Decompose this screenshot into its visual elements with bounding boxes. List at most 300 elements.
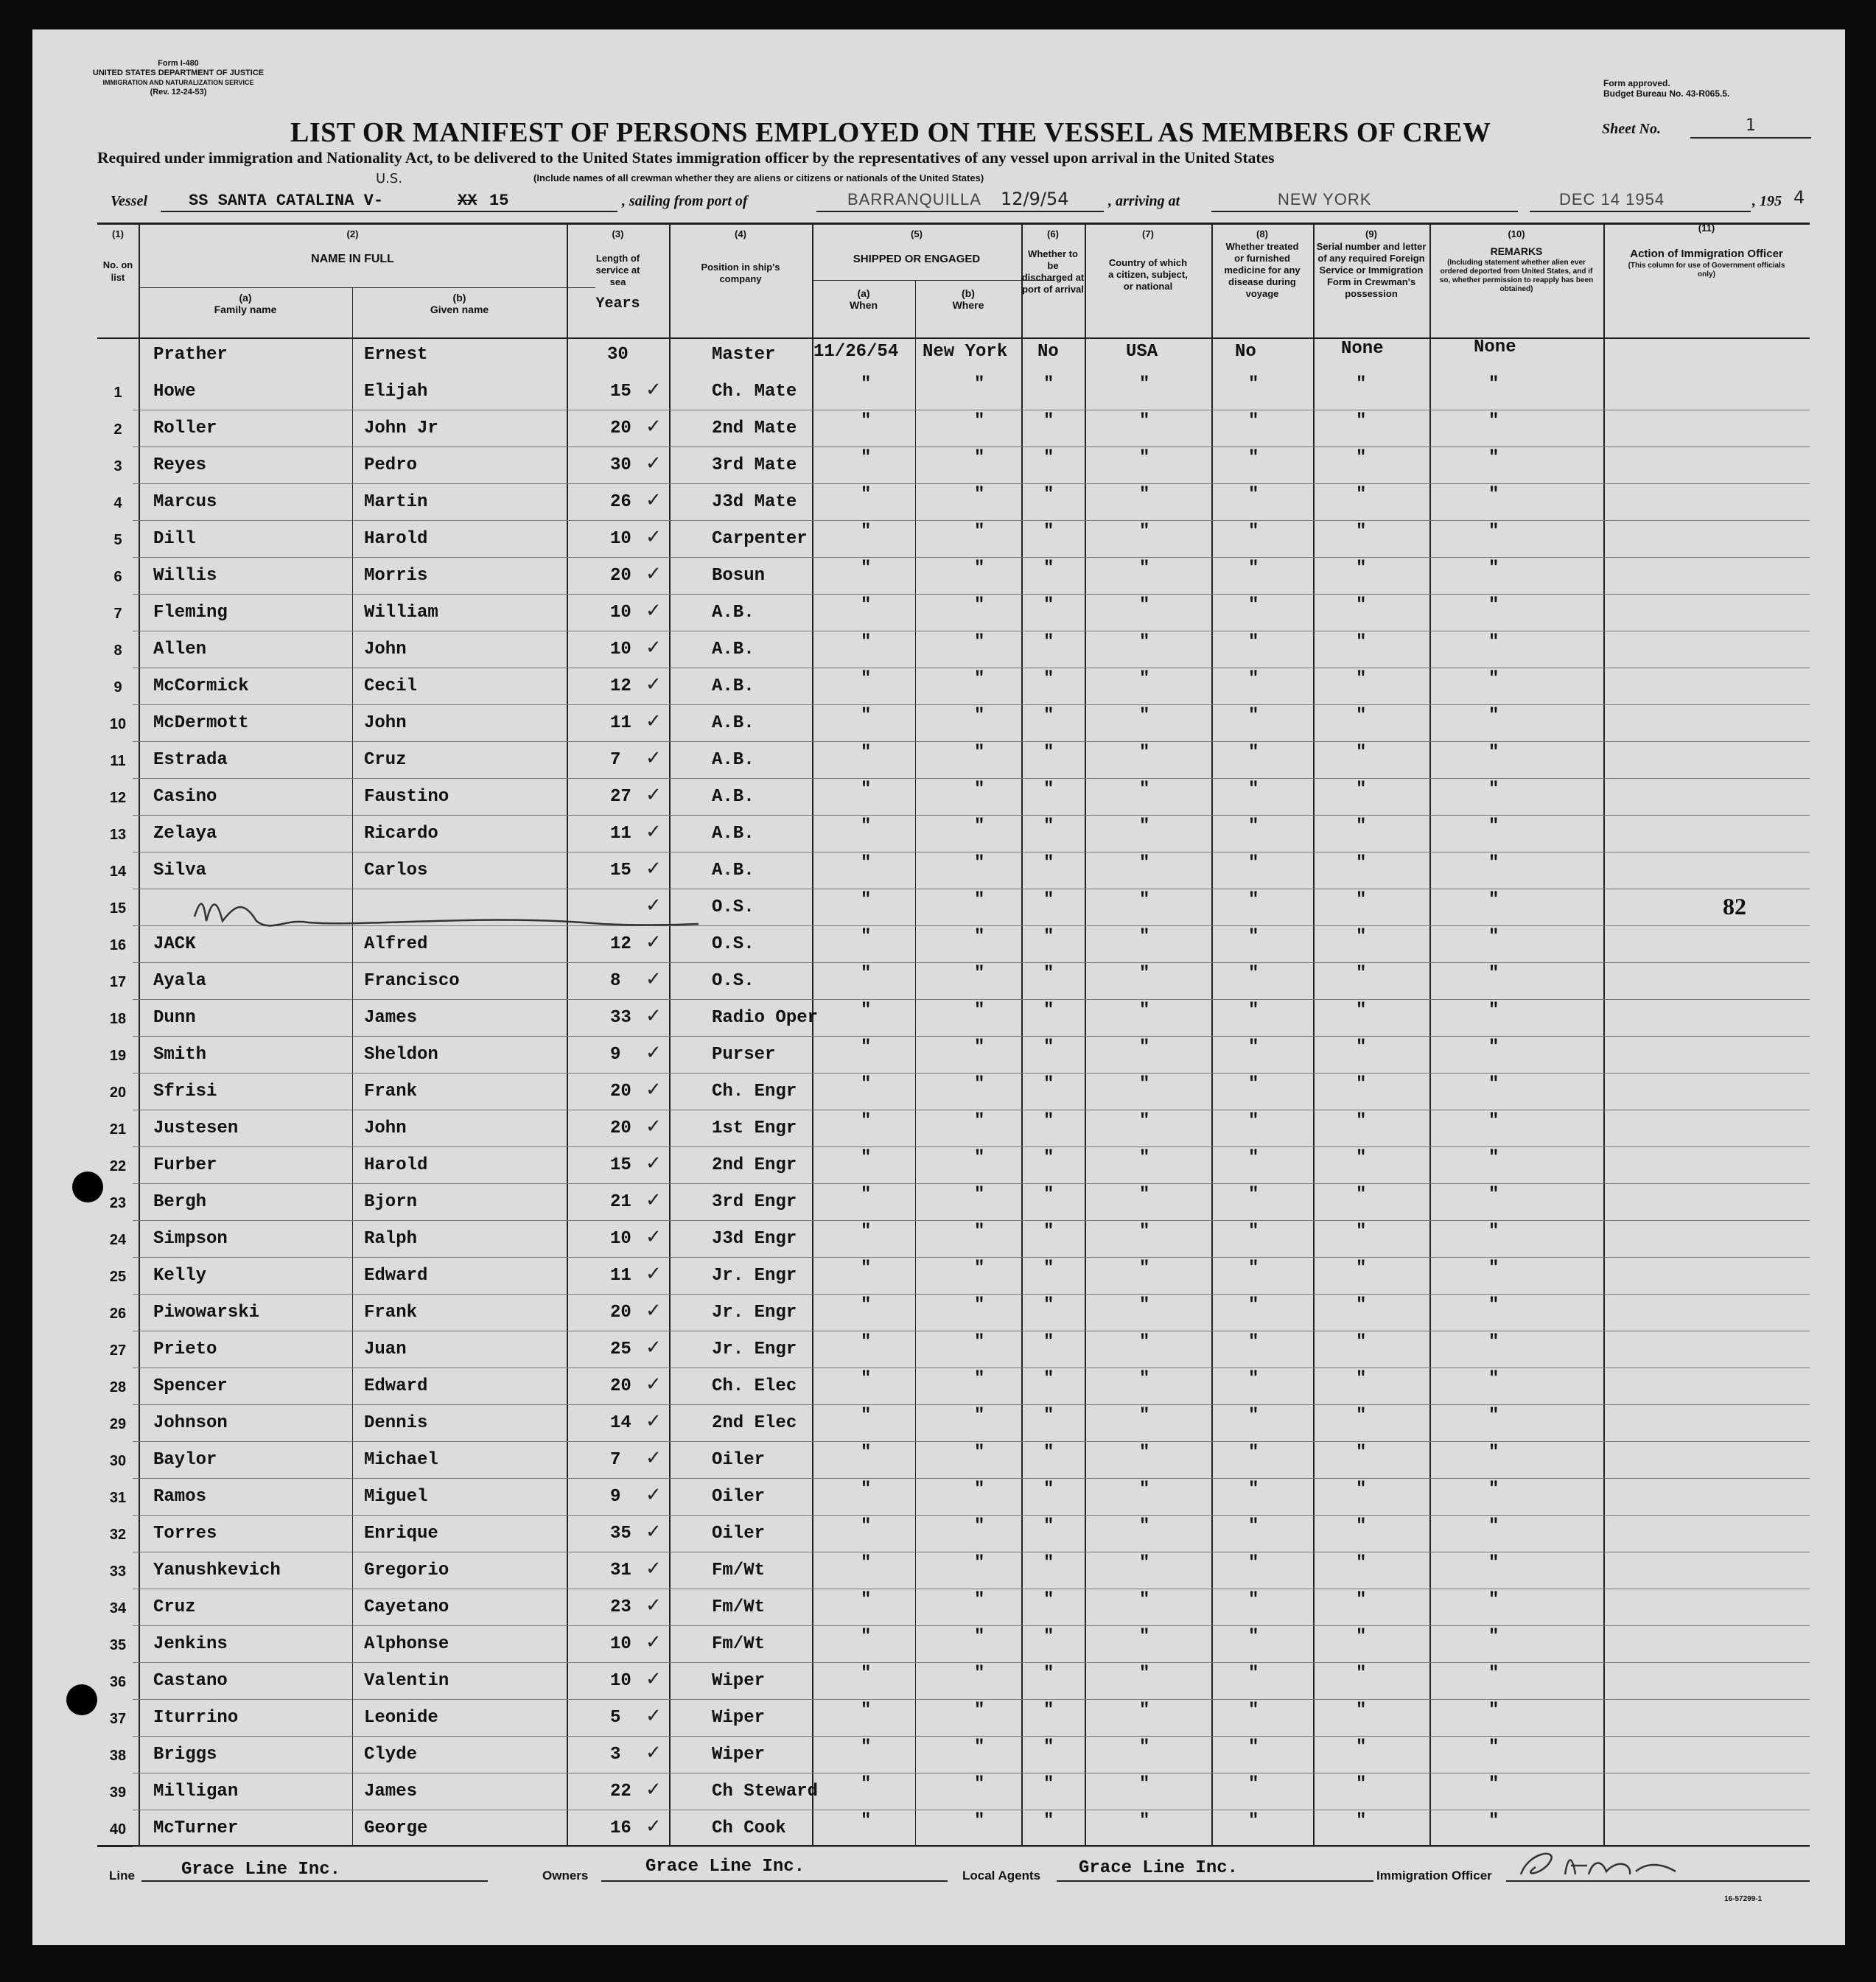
- position: A.B.: [712, 861, 755, 880]
- ditto-shipped-when: ": [861, 1553, 872, 1573]
- service-years: 20: [610, 419, 631, 438]
- ditto-serial: ": [1356, 1664, 1367, 1684]
- given-name: Ricardo: [364, 824, 438, 844]
- check-mark-icon: ✓: [645, 1005, 662, 1027]
- family-name: Piwowarski: [153, 1303, 260, 1323]
- check-mark-icon: ✓: [645, 1779, 662, 1801]
- ditto-shipped-when: ": [861, 816, 872, 836]
- row-number: 17: [109, 974, 127, 990]
- ditto-country: ": [1139, 1185, 1150, 1205]
- given-name: Morris: [364, 566, 428, 586]
- row-divider: [133, 962, 1810, 963]
- row-number: 30: [109, 1453, 127, 1469]
- ditto-remarks: ": [1488, 558, 1499, 578]
- service-years: 10: [610, 1671, 631, 1691]
- ditto-shipped-when: ": [861, 964, 872, 984]
- ditto-remarks: ": [1488, 890, 1499, 910]
- col-border-9: [1429, 223, 1431, 1845]
- service-years: 33: [610, 1008, 631, 1028]
- given-name: Elijah: [364, 382, 428, 402]
- col-title: Length of service at sea: [595, 253, 640, 287]
- ditto-shipped-when: ": [861, 1111, 872, 1131]
- years-unit: Years: [595, 295, 640, 312]
- row-number: 1: [113, 385, 122, 401]
- col-title: Where: [952, 299, 984, 311]
- position: J3d Mate: [712, 492, 797, 512]
- service-years: 25: [610, 1340, 631, 1359]
- row-divider: [133, 557, 1810, 558]
- position: A.B.: [712, 750, 755, 770]
- family-name: Briggs: [153, 1745, 217, 1765]
- ditto-shipped-where: ": [974, 1774, 985, 1794]
- ditto-remarks: ": [1488, 1443, 1499, 1463]
- check-mark-icon: ✓: [645, 1189, 662, 1211]
- col-header-position: [669, 228, 812, 285]
- given-name: Frank: [364, 1082, 418, 1102]
- family-name: Marcus: [153, 492, 217, 512]
- ditto-discharged: ": [1043, 1037, 1054, 1057]
- family-name: JACK: [153, 934, 196, 954]
- ditto-country: ": [1139, 1590, 1150, 1610]
- service-years: 11: [610, 713, 631, 733]
- ditto-country: ": [1139, 1258, 1150, 1278]
- family-name: Dunn: [153, 1008, 196, 1028]
- ditto-serial: ": [1356, 1443, 1367, 1463]
- given-name: Ernest: [364, 345, 428, 365]
- punch-hole: [66, 1684, 97, 1715]
- row-number: 18: [109, 1011, 127, 1027]
- check-mark-icon: ✓: [645, 1705, 662, 1727]
- ditto-remarks: ": [1488, 411, 1499, 431]
- check-mark-icon: ✓: [645, 1226, 662, 1248]
- position: Purser: [712, 1045, 776, 1065]
- col-header-serial: [1313, 228, 1429, 300]
- check-mark-icon: ✓: [645, 416, 662, 438]
- col-title: No. on list: [102, 259, 133, 283]
- check-mark-icon: ✓: [645, 821, 662, 843]
- ditto-shipped-when: ": [861, 1406, 872, 1426]
- service-years: 12: [610, 934, 631, 954]
- row-divider: [133, 1662, 1810, 1663]
- col-num: (1): [112, 228, 124, 239]
- year-digit: 4: [1793, 187, 1805, 208]
- arriving-field: [1211, 187, 1518, 212]
- ditto-treated: ": [1248, 1148, 1259, 1168]
- ditto-discharged: ": [1043, 1332, 1054, 1352]
- ditto-discharged: ": [1043, 1222, 1054, 1242]
- position: O.S.: [712, 971, 755, 991]
- col-border-1: [139, 223, 140, 1845]
- agents-label: Local Agents: [962, 1869, 1041, 1883]
- row-number: 3: [113, 458, 122, 475]
- ditto-shipped-where: ": [974, 890, 985, 910]
- given-name: John: [364, 1118, 407, 1138]
- row-divider: [133, 1294, 1810, 1295]
- row-number: 38: [109, 1748, 127, 1764]
- ditto-remarks: ": [1488, 1185, 1499, 1205]
- ditto-shipped-when: ": [861, 632, 872, 652]
- sailing-date: 12/9/54: [1001, 189, 1069, 209]
- ditto-discharged: ": [1043, 1406, 1054, 1426]
- ditto-shipped-where: ": [974, 1148, 985, 1168]
- ditto-country: ": [1139, 411, 1150, 431]
- given-name: Cayetano: [364, 1597, 449, 1617]
- name-subheader-line: [139, 287, 595, 288]
- check-mark-icon: ✓: [645, 710, 662, 732]
- arrival-port: NEW YORK: [1278, 190, 1372, 209]
- row-divider: [133, 1515, 1810, 1516]
- service-years: 20: [610, 1376, 631, 1396]
- ditto-serial: ": [1356, 1295, 1367, 1315]
- family-name: Torres: [153, 1524, 217, 1544]
- check-mark-icon: ✓: [645, 379, 662, 401]
- ditto-treated: ": [1248, 485, 1259, 505]
- row-number: 39: [109, 1785, 127, 1801]
- ditto-discharged: ": [1043, 1001, 1054, 1020]
- given-name: Leonide: [364, 1708, 438, 1728]
- given-name: Ralph: [364, 1229, 418, 1249]
- ditto-shipped-where: ": [974, 448, 985, 468]
- ditto-serial: ": [1356, 1148, 1367, 1168]
- check-mark-icon: ✓: [645, 1373, 662, 1396]
- ditto-shipped-where: ": [974, 485, 985, 505]
- family-name: Prieto: [153, 1340, 217, 1359]
- agency-service: IMMIGRATION AND NATURALIZATION SERVICE: [102, 79, 254, 86]
- given-name: Clyde: [364, 1745, 418, 1765]
- ditto-country: ": [1139, 706, 1150, 726]
- ditto-country: ": [1139, 1295, 1150, 1315]
- service-years: 27: [610, 787, 631, 807]
- row-number: 11: [110, 753, 126, 769]
- ditto-shipped-where: ": [974, 1737, 985, 1757]
- officer-label: Immigration Officer: [1376, 1869, 1492, 1883]
- family-name: Allen: [153, 640, 207, 659]
- approval-line-1: Form approved.: [1603, 78, 1670, 88]
- ditto-treated: ": [1248, 743, 1259, 763]
- service-years: 11: [610, 1266, 631, 1286]
- ditto-shipped-where: ": [974, 1074, 985, 1094]
- row-divider: [133, 1036, 1810, 1037]
- given-name: Cruz: [364, 750, 407, 770]
- col-border-10: [1603, 223, 1605, 1845]
- service-years: 16: [610, 1818, 631, 1838]
- service-years: 9: [610, 1487, 621, 1507]
- row-number: 31: [109, 1490, 127, 1506]
- ditto-country: ": [1139, 1701, 1150, 1720]
- service-years: 35: [610, 1524, 631, 1544]
- ditto-discharged: ": [1043, 1074, 1054, 1094]
- ditto-serial: ": [1356, 1037, 1367, 1057]
- ditto-shipped-where: ": [974, 1332, 985, 1352]
- ditto-treated: ": [1248, 1737, 1259, 1757]
- ditto-remarks: ": [1488, 964, 1499, 984]
- approval-line-2: Budget Bureau No. 43-R065.5.: [1603, 88, 1730, 99]
- given-name: William: [364, 603, 438, 623]
- ditto-discharged: ": [1043, 1701, 1054, 1720]
- ditto-discharged: ": [1043, 374, 1054, 394]
- ditto-treated: ": [1248, 1222, 1259, 1242]
- check-mark-icon: ✓: [645, 858, 662, 880]
- position: Fm/Wt: [712, 1634, 766, 1654]
- col-title: When: [849, 299, 878, 311]
- ditto-serial: ": [1356, 522, 1367, 542]
- ditto-remarks: ": [1488, 1074, 1499, 1094]
- ditto-serial: ": [1356, 1627, 1367, 1647]
- ditto-serial: ": [1356, 1553, 1367, 1573]
- ditto-shipped-when: ": [861, 448, 872, 468]
- arrival-date: DEC 14 1954: [1559, 190, 1665, 209]
- col-header-action: [1603, 223, 1810, 279]
- ditto-country: ": [1139, 964, 1150, 984]
- position: 2nd Mate: [712, 419, 797, 438]
- ditto-shipped-when: ": [861, 1295, 872, 1315]
- family-name: Howe: [153, 382, 196, 402]
- family-name: Kelly: [153, 1266, 207, 1286]
- ditto-treated: ": [1248, 1774, 1259, 1794]
- family-name: Simpson: [153, 1229, 228, 1249]
- col-header-family: [139, 292, 352, 315]
- family-name: Ayala: [153, 971, 207, 991]
- ditto-treated: ": [1248, 1111, 1259, 1131]
- row-divider: [133, 1478, 1810, 1479]
- ditto-treated: ": [1248, 1074, 1259, 1094]
- family-name: Willis: [153, 566, 217, 586]
- sailing-label: , sailing from port of: [622, 193, 748, 209]
- service-years: 7: [610, 750, 621, 770]
- ditto-discharged: ": [1043, 448, 1054, 468]
- given-name: Dennis: [364, 1413, 428, 1433]
- ditto-shipped-where: ": [974, 1222, 985, 1242]
- ditto-serial: ": [1356, 780, 1367, 799]
- service-years: 15: [610, 861, 631, 880]
- col-header-no: [97, 228, 139, 284]
- col-num: (9): [1365, 228, 1377, 239]
- ditto-shipped-where: ": [974, 1111, 985, 1131]
- ditto-shipped-where: ": [974, 816, 985, 836]
- ditto-remarks: ": [1488, 1406, 1499, 1426]
- row-number: 29: [109, 1416, 127, 1432]
- ditto-treated: ": [1248, 1369, 1259, 1389]
- row-number: 4: [113, 495, 122, 511]
- ditto-serial: ": [1356, 927, 1367, 947]
- ditto-serial: ": [1356, 1185, 1367, 1205]
- ditto-shipped-when: ": [861, 1222, 872, 1242]
- ditto-serial: ": [1356, 1811, 1367, 1831]
- ditto-remarks: ": [1488, 1001, 1499, 1020]
- form-number: Form I-480: [158, 59, 199, 68]
- given-name: Miguel: [364, 1487, 428, 1507]
- ditto-discharged: ": [1043, 1185, 1054, 1205]
- ditto-remarks: ": [1488, 816, 1499, 836]
- ditto-discharged: ": [1043, 558, 1054, 578]
- ditto-shipped-when: ": [861, 1774, 872, 1794]
- row-divider: [133, 1183, 1810, 1184]
- family-name: Yanushkevich: [153, 1561, 281, 1580]
- family-name: McDermott: [153, 713, 249, 733]
- ditto-country: ": [1139, 1222, 1150, 1242]
- ditto-serial: ": [1356, 1369, 1367, 1389]
- remarks: None: [1474, 337, 1516, 357]
- officer-signature: [1506, 1845, 1698, 1886]
- position: O.S.: [712, 934, 755, 954]
- ditto-treated: ": [1248, 706, 1259, 726]
- service-years: 9: [610, 1045, 621, 1065]
- given-name: Bjorn: [364, 1192, 418, 1212]
- service-years: 21: [610, 1192, 631, 1212]
- service-years: 10: [610, 603, 631, 623]
- ditto-serial: ": [1356, 1258, 1367, 1278]
- row-number: 8: [113, 642, 122, 659]
- service-years: 10: [610, 640, 631, 659]
- row-number: 27: [109, 1342, 127, 1359]
- ditto-treated: ": [1248, 1553, 1259, 1573]
- check-mark-icon: ✓: [645, 1152, 662, 1174]
- service-years: 3: [610, 1745, 621, 1765]
- col-border-5a: [915, 280, 916, 1845]
- ditto-treated: ": [1248, 1001, 1259, 1020]
- ditto-remarks: ": [1488, 706, 1499, 726]
- ditto-treated: ": [1248, 558, 1259, 578]
- check-mark-icon: ✓: [645, 1594, 662, 1617]
- col-header-discharged: [1021, 228, 1085, 295]
- ditto-remarks: ": [1488, 1111, 1499, 1131]
- row-number: 21: [109, 1121, 127, 1138]
- ditto-remarks: ": [1488, 632, 1499, 652]
- ditto-remarks: ": [1488, 485, 1499, 505]
- ditto-country: ": [1139, 485, 1150, 505]
- family-name: Justesen: [153, 1118, 239, 1138]
- signature-stroke: [1521, 1854, 1676, 1874]
- ditto-serial: ": [1356, 669, 1367, 689]
- ditto-country: ": [1139, 632, 1150, 652]
- row-number: 26: [109, 1306, 127, 1322]
- ditto-remarks: ": [1488, 1222, 1499, 1242]
- given-name: Frank: [364, 1303, 418, 1323]
- family-name: Reyes: [153, 455, 207, 475]
- row-divider: [133, 1073, 1810, 1074]
- ditto-remarks: ": [1488, 1295, 1499, 1315]
- ditto-treated: ": [1248, 595, 1259, 615]
- family-name: Milligan: [153, 1782, 239, 1801]
- ditto-serial: ": [1356, 706, 1367, 726]
- sailing-port: BARRANQUILLA: [847, 190, 981, 209]
- ditto-country: ": [1139, 1443, 1150, 1463]
- check-mark-icon: ✓: [645, 1558, 662, 1580]
- position: 2nd Elec: [712, 1413, 797, 1433]
- col-num: (a): [239, 292, 252, 304]
- owners-field: [601, 1857, 948, 1882]
- ditto-shipped-when: ": [861, 853, 872, 873]
- ditto-shipped-where: ": [974, 1443, 985, 1463]
- ditto-serial: ": [1356, 411, 1367, 431]
- form-approval: [1603, 78, 1729, 99]
- ditto-treated: ": [1248, 1664, 1259, 1684]
- ditto-treated: ": [1248, 816, 1259, 836]
- col-border-7: [1211, 223, 1213, 1845]
- row-number: 19: [109, 1048, 127, 1064]
- punch-hole: [72, 1172, 103, 1202]
- ditto-country: ": [1139, 1111, 1150, 1131]
- check-mark-icon: ✓: [645, 968, 662, 990]
- col-header-years: [567, 228, 669, 312]
- ditto-serial: ": [1356, 1111, 1367, 1131]
- ditto-shipped-where: ": [974, 522, 985, 542]
- ditto-country: ": [1139, 1332, 1150, 1352]
- check-mark-icon: ✓: [645, 1447, 662, 1469]
- ditto-remarks: ": [1488, 1627, 1499, 1647]
- ditto-treated: ": [1248, 1332, 1259, 1352]
- given-name: Carlos: [364, 861, 428, 880]
- family-name: Roller: [153, 419, 217, 438]
- row-number: 16: [109, 937, 127, 953]
- ditto-treated: ": [1248, 374, 1259, 394]
- ditto-serial: ": [1356, 448, 1367, 468]
- position: Ch. Elec: [712, 1376, 797, 1396]
- ditto-shipped-when: ": [861, 1258, 872, 1278]
- row-divider: [133, 483, 1810, 484]
- ditto-shipped-where: ": [974, 927, 985, 947]
- position: 1st Engr: [712, 1118, 797, 1138]
- service-years: 30: [610, 455, 631, 475]
- ditto-serial: ": [1356, 743, 1367, 763]
- country: USA: [1126, 342, 1158, 362]
- family-name: Casino: [153, 787, 217, 807]
- vessel-voyage-struck: XX: [458, 192, 477, 210]
- row-divider: [133, 1699, 1810, 1700]
- ditto-discharged: ": [1043, 1369, 1054, 1389]
- ditto-serial: ": [1356, 853, 1367, 873]
- ditto-shipped-when: ": [861, 1185, 872, 1205]
- service-years: 20: [610, 1303, 631, 1323]
- service-years: 30: [607, 345, 629, 365]
- ditto-serial: ": [1356, 1001, 1367, 1020]
- position: A.B.: [712, 787, 755, 807]
- given-name: Edward: [364, 1376, 428, 1396]
- service-years: 14: [610, 1413, 631, 1433]
- ditto-discharged: ": [1043, 411, 1054, 431]
- vessel-field: [161, 171, 617, 212]
- service-years: 11: [610, 824, 631, 844]
- ditto-country: ": [1139, 1074, 1150, 1094]
- row-number: 22: [109, 1158, 127, 1174]
- check-mark-icon: ✓: [645, 1484, 662, 1506]
- ditto-country: ": [1139, 558, 1150, 578]
- col-header-when: [812, 287, 915, 311]
- officer-signature-field: [1506, 1857, 1810, 1882]
- given-name: Alfred: [364, 934, 428, 954]
- ditto-shipped-when: ": [861, 558, 872, 578]
- ditto-country: ": [1139, 743, 1150, 763]
- family-name: Jenkins: [153, 1634, 228, 1654]
- family-name: Smith: [153, 1045, 207, 1065]
- ditto-remarks: ": [1488, 522, 1499, 542]
- ditto-treated: ": [1248, 964, 1259, 984]
- row-number: 24: [109, 1232, 127, 1248]
- ditto-discharged: ": [1043, 1516, 1054, 1536]
- ditto-shipped-when: ": [861, 595, 872, 615]
- ditto-discharged: ": [1043, 1295, 1054, 1315]
- ditto-country: ": [1139, 1369, 1150, 1389]
- ditto-remarks: ": [1488, 1037, 1499, 1057]
- position: 3rd Engr: [712, 1192, 797, 1212]
- ditto-serial: ": [1356, 1406, 1367, 1426]
- check-mark-icon: ✓: [645, 1042, 662, 1064]
- position: A.B.: [712, 713, 755, 733]
- col-note: (This column for use of Government officials only): [1628, 262, 1785, 279]
- ditto-country: ": [1139, 1148, 1150, 1168]
- ditto-serial: ": [1356, 816, 1367, 836]
- family-name: Estrada: [153, 750, 228, 770]
